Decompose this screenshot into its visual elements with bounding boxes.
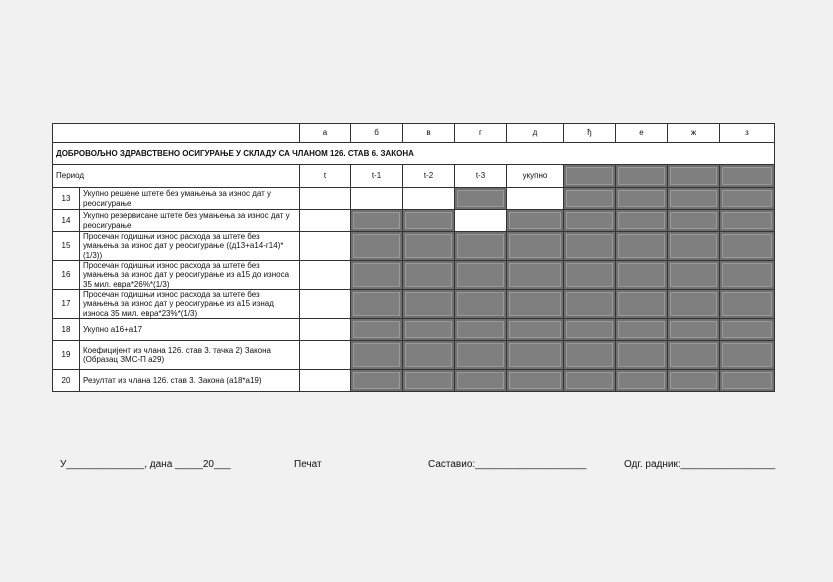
shaded-cell xyxy=(720,188,775,210)
row-description: Просечан годишњи износ расхода за штете без умањења за износ дат у реосигурање ((д13+а14-г14)*(1/3)) xyxy=(80,232,300,261)
column-header-dj: ђ xyxy=(564,124,616,143)
shaded-cell xyxy=(403,370,455,392)
shaded-cell xyxy=(616,319,668,341)
shaded-cell xyxy=(668,319,720,341)
section-title-row xyxy=(53,143,775,165)
shaded-cell xyxy=(720,165,775,188)
shaded-cell xyxy=(403,232,455,261)
period-t-1: t-1 xyxy=(351,165,403,188)
shaded-cell xyxy=(720,341,775,370)
shaded-cell xyxy=(507,210,564,232)
shaded-cell xyxy=(564,165,616,188)
table-row-13 xyxy=(53,188,775,210)
row-number: 14 xyxy=(53,210,80,232)
shaded-cell xyxy=(351,290,403,319)
column-header-e: е xyxy=(616,124,668,143)
column-header-b: б xyxy=(351,124,403,143)
column-header-v: в xyxy=(403,124,455,143)
column-header-d: д xyxy=(507,124,564,143)
shaded-cell xyxy=(720,210,775,232)
shaded-cell xyxy=(564,319,616,341)
shaded-cell xyxy=(616,165,668,188)
shaded-cell xyxy=(564,370,616,392)
period-t-2: t-2 xyxy=(403,165,455,188)
shaded-cell xyxy=(616,290,668,319)
shaded-cell xyxy=(720,261,775,290)
table-row-16 xyxy=(53,261,775,290)
shaded-cell xyxy=(455,290,507,319)
shaded-cell xyxy=(564,261,616,290)
place-date-line: У______________, дана _____20___ xyxy=(60,459,231,470)
table-row-19 xyxy=(53,341,775,370)
input-cell[interactable] xyxy=(455,210,507,232)
shaded-cell xyxy=(668,165,720,188)
column-header-a: а xyxy=(300,124,351,143)
shaded-cell xyxy=(455,232,507,261)
column-header-row xyxy=(53,124,775,143)
input-cell[interactable] xyxy=(507,188,564,210)
shaded-cell xyxy=(455,188,507,210)
shaded-cell xyxy=(455,341,507,370)
responsible-person-line: Одг. радник:_________________ xyxy=(624,459,776,470)
shaded-cell xyxy=(507,341,564,370)
shaded-cell xyxy=(616,188,668,210)
shaded-cell xyxy=(351,232,403,261)
shaded-cell xyxy=(668,210,720,232)
stamp-label: Печат xyxy=(294,459,322,470)
shaded-cell xyxy=(720,319,775,341)
shaded-cell xyxy=(616,370,668,392)
column-header-g: г xyxy=(455,124,507,143)
shaded-cell xyxy=(507,261,564,290)
column-header-z: з xyxy=(720,124,775,143)
shaded-cell xyxy=(351,319,403,341)
period-label: Период xyxy=(53,165,300,188)
shaded-cell xyxy=(564,232,616,261)
shaded-cell xyxy=(668,290,720,319)
input-cell[interactable] xyxy=(300,290,351,319)
table-row-15 xyxy=(53,232,775,261)
shaded-cell xyxy=(720,290,775,319)
input-cell[interactable] xyxy=(300,261,351,290)
shaded-cell xyxy=(668,188,720,210)
shaded-cell xyxy=(507,370,564,392)
section-title: ДОБРОВОЉНО ЗДРАВСТВЕНО ОСИГУРАЊЕ У СКЛАДУ СА ЧЛАНОМ 126. СТАВ 6. ЗАКОНА xyxy=(53,143,775,165)
input-cell[interactable] xyxy=(300,188,351,210)
input-cell[interactable] xyxy=(300,232,351,261)
shaded-cell xyxy=(455,319,507,341)
period-row xyxy=(53,165,775,188)
shaded-cell xyxy=(455,370,507,392)
table-row-18 xyxy=(53,319,775,341)
shaded-cell xyxy=(668,370,720,392)
row-number: 13 xyxy=(53,188,80,210)
row-description: Просечан годишњи износ расхода за штете без умањења за износ дат у реосигурање из а15 изнад износа 35 мил. евра*23%*(1/3) xyxy=(80,290,300,319)
row-description: Просечан годишњи износ расхода за штете без умањења за износ дат у реосигурање из а15 до износа 35 мил. евра*26%*(1/3) xyxy=(80,261,300,290)
shaded-cell xyxy=(564,341,616,370)
shaded-cell xyxy=(668,261,720,290)
shaded-cell xyxy=(720,370,775,392)
shaded-cell xyxy=(455,261,507,290)
period-t: t xyxy=(300,165,351,188)
shaded-cell xyxy=(564,188,616,210)
table-row-14 xyxy=(53,210,775,232)
input-cell[interactable] xyxy=(403,188,455,210)
header-blank-cell xyxy=(53,124,300,143)
row-description: Коефицијент из члана 126. став 3. тачка 2) Закона (Образац ЗМС-П а29) xyxy=(80,341,300,370)
period-t-3: t-3 xyxy=(455,165,507,188)
shaded-cell xyxy=(351,261,403,290)
input-cell[interactable] xyxy=(300,210,351,232)
shaded-cell xyxy=(616,210,668,232)
shaded-cell xyxy=(668,232,720,261)
row-number: 20 xyxy=(53,370,80,392)
shaded-cell xyxy=(616,261,668,290)
input-cell[interactable] xyxy=(351,188,403,210)
input-cell[interactable] xyxy=(300,370,351,392)
shaded-cell xyxy=(351,210,403,232)
row-number: 19 xyxy=(53,341,80,370)
shaded-cell xyxy=(720,232,775,261)
input-cell[interactable] xyxy=(300,341,351,370)
input-cell[interactable] xyxy=(300,319,351,341)
shaded-cell xyxy=(403,210,455,232)
shaded-cell xyxy=(564,290,616,319)
table-row-17 xyxy=(53,290,775,319)
table-row-20 xyxy=(53,370,775,392)
shaded-cell xyxy=(668,341,720,370)
shaded-cell xyxy=(403,261,455,290)
shaded-cell xyxy=(403,319,455,341)
row-number: 15 xyxy=(53,232,80,261)
row-number: 16 xyxy=(53,261,80,290)
shaded-cell xyxy=(507,290,564,319)
shaded-cell xyxy=(507,232,564,261)
shaded-cell xyxy=(351,370,403,392)
shaded-cell xyxy=(403,341,455,370)
row-description: Укупно а16+а17 xyxy=(80,319,300,341)
shaded-cell xyxy=(507,319,564,341)
compiled-by-line: Саставио:____________________ xyxy=(428,459,587,470)
shaded-cell xyxy=(616,341,668,370)
row-number: 17 xyxy=(53,290,80,319)
shaded-cell xyxy=(616,232,668,261)
column-header-zh: ж xyxy=(668,124,720,143)
row-number: 18 xyxy=(53,319,80,341)
shaded-cell xyxy=(403,290,455,319)
period-total: укупно xyxy=(507,165,564,188)
shaded-cell xyxy=(564,210,616,232)
row-description: Резултат из члана 126. став 3. Закона (а18*а19) xyxy=(80,370,300,392)
signature-footer xyxy=(0,459,833,475)
form-table xyxy=(52,123,775,392)
row-description: Укупно решене штете без умањења за износ дат у реосигурање xyxy=(80,188,300,210)
row-description: Укупно резервисане штете без умањења за износ дат у реосигурање xyxy=(80,210,300,232)
shaded-cell xyxy=(351,341,403,370)
